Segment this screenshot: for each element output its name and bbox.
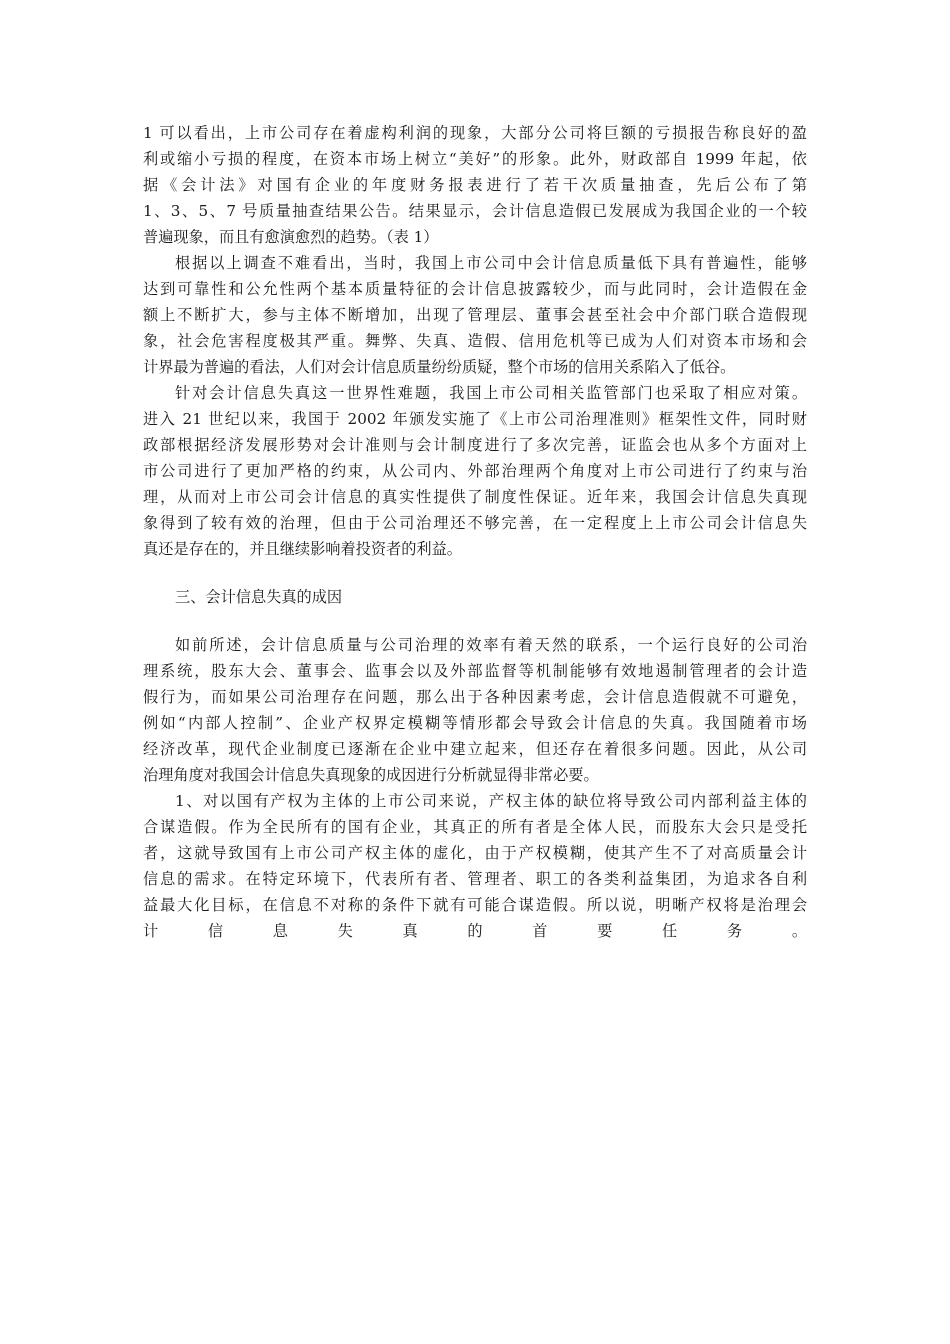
text-line: 1、对以国有产权为主体的上市公司来说，产权主体的缺位将导致公司内部利益主体的: [175, 792, 807, 810]
section-heading: 三、会计信息失真的成因: [175, 588, 343, 606]
spacer: [143, 562, 807, 584]
text-line: 额上不断扩大，参与主体不断增加，出现了管理层、董事会甚至社会中介部门联合造假现: [143, 306, 807, 324]
document-page: [143, 120, 807, 944]
text-line: 象得到了较有效的治理，但由于公司治理还不够完善，在一定程度上上市公司会计信息失: [143, 514, 807, 532]
paragraph-3: [143, 380, 807, 562]
text-line: 利或缩小亏损的程度，在资本市场上树立“美好”的形象。此外，财政部自 1999 年起，依: [143, 150, 807, 168]
text-line: 计信息失真的首要任务。: [143, 922, 807, 940]
paragraph-5: [143, 788, 807, 944]
text-line: 进入 21 世纪以来，我国于 2002 年颁发实施了《上市公司治理准则》框架性文件，同时财: [143, 410, 807, 428]
text-line: 理，从而对上市公司会计信息的真实性提供了制度性保证。近年来，我国会计信息失真现: [143, 488, 807, 506]
text-line: 如前所述，会计信息质量与公司治理的效率有着天然的联系，一个运行良好的公司治: [175, 636, 807, 654]
text-line: 1 可以看出，上市公司存在着虚构利润的现象，大部分公司将巨额的亏损报告称良好的盈: [143, 124, 807, 142]
text-line: 益最大化目标，在信息不对称的条件下就有可能合谋造假。所以说，明晰产权将是治理会: [143, 896, 807, 914]
paragraph-4: [143, 632, 807, 788]
text-line: 经济改革，现代企业制度已逐渐在企业中建立起来，但还存在着很多问题。因此，从公司: [143, 740, 807, 758]
text-line: 政部根据经济发展形势对会计准则与会计制度进行了多次完善，证监会也从多个方面对上: [143, 436, 807, 454]
text-line: 达到可靠性和公允性两个基本质量特征的会计信息披露较少，而与此同时，会计造假在金: [143, 280, 807, 298]
paragraph-1: [143, 120, 807, 250]
text-line: 真还是存在的，并且继续影响着投资者的利益。: [143, 540, 462, 558]
text-line: 合谋造假。作为全民所有的国有企业，其真正的所有者是全体人民，而股东大会只是受托: [143, 818, 807, 836]
text-line: 根据以上调查不难看出，当时，我国上市公司中会计信息质量低下具有普遍性，能够: [175, 254, 807, 272]
text-line: 假行为，而如果公司治理存在问题，那么出于各种因素考虑，会计信息造假就不可避免，: [143, 688, 807, 706]
text-line: 据《会计法》对国有企业的年度财务报表进行了若干次质量抽查，先后公布了第: [143, 176, 807, 194]
spacer: [143, 610, 807, 632]
text-line: 者，这就导致国有上市公司产权主体的虚化，由于产权模糊，使其产生不了对高质量会计: [143, 844, 807, 862]
text-line: 象，社会危害程度极其严重。舞弊、失真、造假、信用危机等已成为人们对资本市场和会: [143, 332, 807, 350]
text-line: 1、3、5、7 号质量抽查结果公告。结果显示，会计信息造假已发展成为我国企业的一个较: [143, 202, 807, 220]
paragraph-2: [143, 250, 807, 380]
text-line: 治理角度对我国会计信息失真现象的成因进行分析就显得非常必要。: [143, 766, 599, 784]
text-line: 普遍现象，而且有愈演愈烈的趋势。（表 1）: [143, 228, 439, 246]
text-line: 信息的需求。在特定环境下，代表所有者、管理者、职工的各类利益集团，为追求各自利: [143, 870, 807, 888]
text-line: 计界最为普遍的看法，人们对会计信息质量纷纷质疑，整个市场的信用关系陷入了低谷。: [143, 358, 736, 376]
text-line: 针对会计信息失真这一世界性难题，我国上市公司相关监管部门也采取了相应对策。: [175, 384, 807, 402]
text-line: 例如“内部人控制”、企业产权界定模糊等情形都会导致会计信息的失真。我国随着市场: [143, 714, 807, 732]
text-line: 市公司进行了更加严格的约束，从公司内、外部治理两个角度对上市公司进行了约束与治: [143, 462, 807, 480]
text-line: 理系统，股东大会、董事会、监事会以及外部监督等机制能够有效地遏制管理者的会计造: [143, 662, 807, 680]
